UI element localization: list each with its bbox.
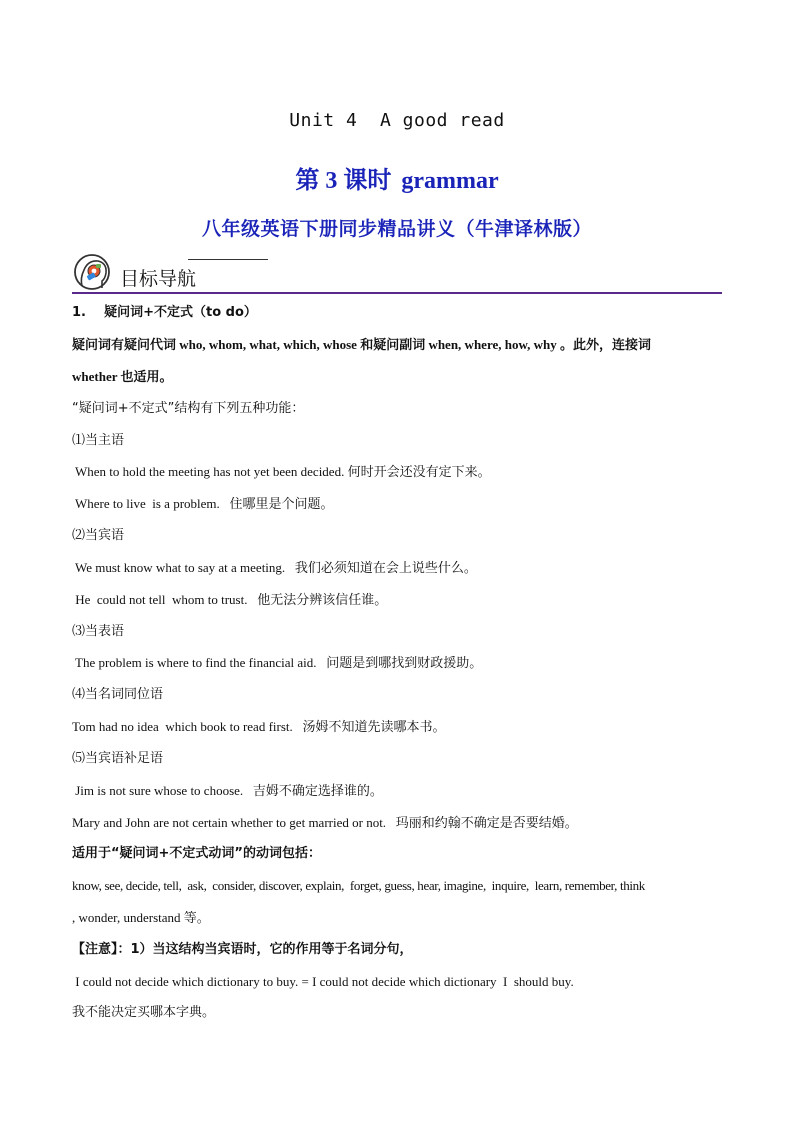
note-example-1: I could not decide which dictionary to buy. = I could not decide which dictionary I should buy. bbox=[72, 974, 574, 989]
section-2-example-2: He could not tell whom to trust. 他无法分辨该信任谁。 bbox=[72, 592, 388, 607]
verbs-intro: 适用于“疑问词+不定式动词”的动词包括： bbox=[72, 846, 321, 861]
section-2-heading: ⑵当宾语 bbox=[72, 528, 125, 543]
section-header-target-navigation bbox=[72, 252, 722, 294]
brain-gear-icon bbox=[72, 252, 114, 294]
unit-title: Unit 4 A good read bbox=[289, 110, 505, 131]
lesson-title-cn: 第 3 课时 bbox=[295, 168, 392, 194]
intro-line-2: whether 也适用。 bbox=[72, 369, 173, 384]
functions-intro: “疑问词+不定式”结构有下列五种功能： bbox=[72, 401, 305, 416]
nav-divider bbox=[72, 292, 722, 294]
section-1-heading: ⑴当主语 bbox=[72, 433, 125, 448]
section-4-heading: ⑷当名词同位语 bbox=[72, 687, 164, 702]
lesson-title bbox=[0, 160, 794, 195]
section-1-example-2: Where to live is a problem. 住哪里是个问题。 bbox=[72, 496, 334, 511]
nav-top-rule bbox=[188, 259, 268, 260]
point-1-title: 1. 疑问词+不定式（to do） bbox=[72, 305, 257, 320]
note-heading: 【注意】：1）当这结构当宾语时，它的作用等于名词分句， bbox=[72, 942, 413, 957]
nav-label: 目标导航 bbox=[120, 268, 197, 290]
handout-subtitle: 八年级英语下册同步精品讲义（牛津译林版） bbox=[201, 218, 592, 240]
section-3-heading: ⑶当表语 bbox=[72, 624, 125, 639]
note-translation: 我不能决定买哪本字典。 bbox=[72, 1005, 216, 1020]
lesson-title-en: grammar bbox=[401, 168, 499, 194]
section-5-example-2: Mary and John are not certain whether to get married or not. 玛丽和约翰不确定是否要结婚。 bbox=[72, 815, 578, 830]
verbs-line-2: , wonder, understand 等。 bbox=[72, 910, 210, 925]
section-3-example-1: The problem is where to find the financial aid. 问题是到哪找到财政援助。 bbox=[72, 655, 483, 670]
section-5-heading: ⑸当宾语补足语 bbox=[72, 751, 164, 766]
intro-line-1: 疑问词有疑问代词 who, whom, what, which, whose 和疑问副词 when, where, how, why 。此外，连接词 bbox=[72, 337, 652, 352]
verbs-line-1: know, see, decide, tell, ask, consider, discover, explain, forget, guess, hear, imagine, inquire, learn, remember, think bbox=[72, 878, 645, 893]
section-1-example-1: When to hold the meeting has not yet been decided. 何时开会还没有定下来。 bbox=[72, 464, 491, 479]
section-2-example-1: We must know what to say at a meeting. 我们必须知道在会上说些什么。 bbox=[72, 560, 477, 575]
section-5-example-1: Jim is not sure whose to choose. 吉姆不确定选择谁的。 bbox=[72, 783, 383, 798]
section-4-example-1: Tom had no idea which book to read first. 汤姆不知道先读哪本书。 bbox=[72, 719, 446, 734]
